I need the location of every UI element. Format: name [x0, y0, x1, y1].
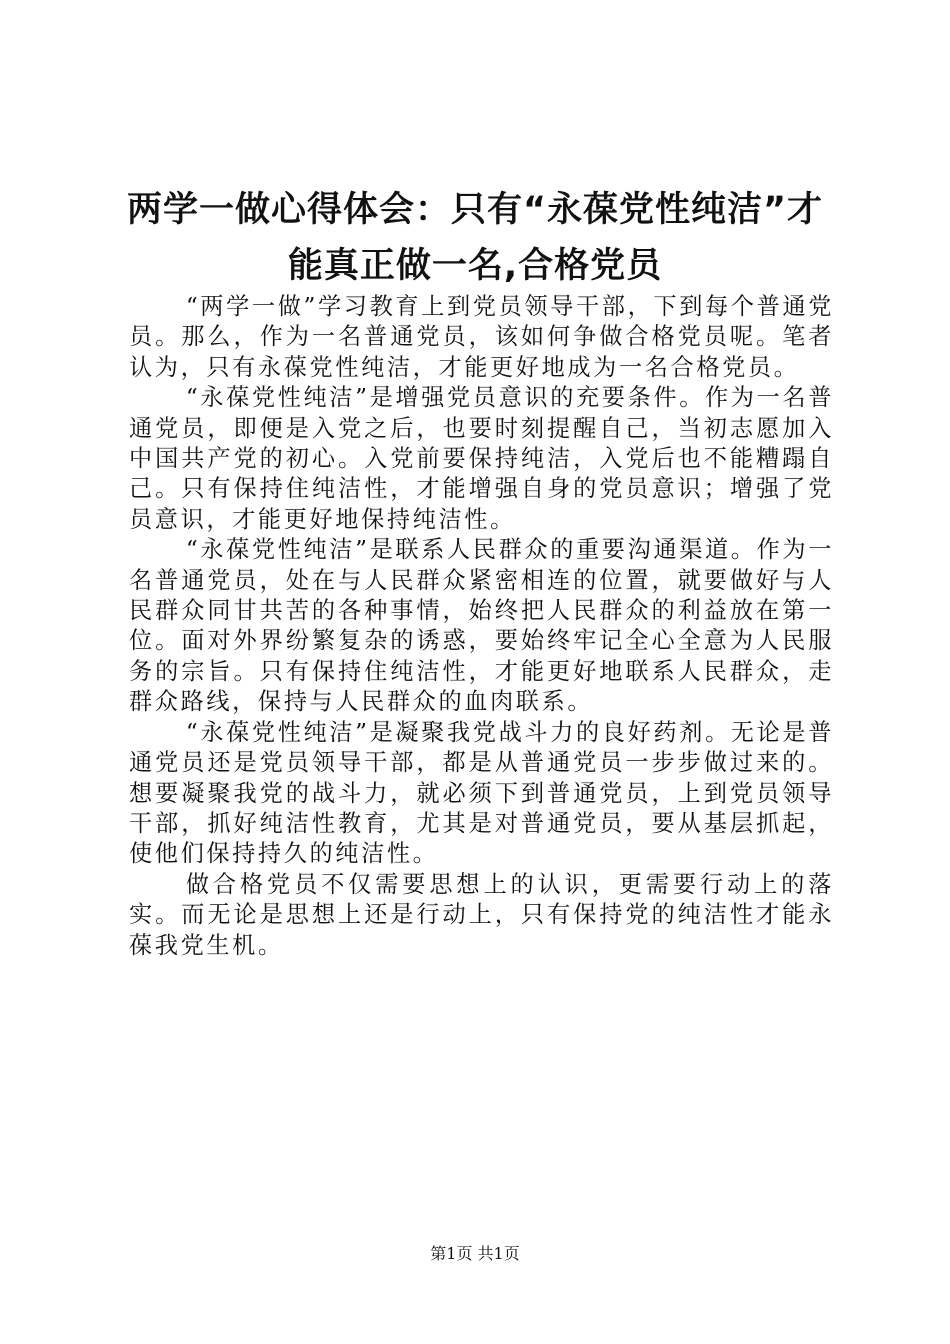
- paragraph-2: “永葆党性纯洁”是增强党员意识的充要条件。作为一名普通党员，即便是入党之后，也要时刻提醒自己，当初志愿加入中国共产党的初心。入党前要保持纯洁，入党后也不能糟蹋自己。只有保持住纯洁性，才能增强自身的党员意识；增强了党员意识，才能更好地保持纯洁性。: [129, 384, 834, 533]
- paragraph-4: “永葆党性纯洁”是凝聚我党战斗力的良好药剂。无论是普通党员还是党员领导干部，都是从普通党员一步步做过来的。想要凝聚我党的战斗力，就必须下到普通党员，上到党员领导干部，抓好纯洁性教育，尤其是对普通党员，要从基层抓起，使他们保持持久的纯洁性。: [129, 718, 834, 868]
- paragraph-5: 做合格党员不仅需要思想上的认识，更需要行动上的落实。而无论是思想上还是行动上，只有保持党的纯洁性才能永葆我党生机。: [129, 870, 834, 959]
- paragraph-1: “两学一做”学习教育上到党员领导干部，下到每个普通党员。那么，作为一名普通党员，该如何争做合格党员呢。笔者认为，只有永葆党性纯洁，才能更好地成为一名合格党员。: [129, 293, 834, 381]
- paragraph-3: “永葆党性纯洁”是联系人民群众的重要沟通渠道。作为一名普通党员，处在与人民群众紧密相连的位置，就要做好与人民群众同甘共苦的各种事情，始终把人民群众的利益放在第一位。面对外界纷繁复杂的诱惑，要始终牢记全心全意为人民服务的宗旨。只有保持住纯洁性，才能更好地联系人民群众，走群众路线，保持与人民群众的血肉联系。: [129, 536, 834, 716]
- document-title-line-2: 能真正做一名,合格党员: [287, 246, 663, 286]
- document-title-line-1: 两学一做心得体会：只有“永葆党性纯洁”才: [126, 190, 823, 230]
- document-body: [129, 292, 834, 961]
- page-footer: 第1页 共1页: [430, 1244, 520, 1263]
